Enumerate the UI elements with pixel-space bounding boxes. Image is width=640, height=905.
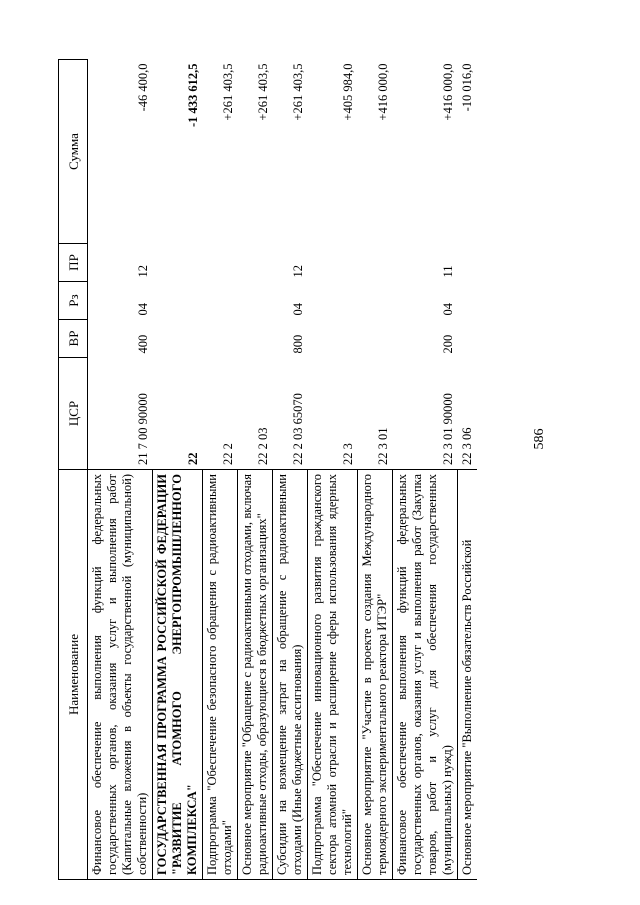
table-row bbox=[153, 60, 203, 880]
cell-rz: 04 bbox=[135, 303, 150, 316]
table-row bbox=[358, 60, 393, 880]
header-sum: Сумма bbox=[59, 60, 88, 244]
cell-rz bbox=[238, 282, 273, 320]
cell-vr bbox=[153, 320, 203, 358]
cell-csr: 22 bbox=[185, 452, 200, 465]
cell-sum: +405 984,0 bbox=[340, 63, 355, 121]
cell-pr: 12 bbox=[135, 265, 150, 278]
cell-pr bbox=[203, 244, 238, 282]
cell-sum: +416 000,0 bbox=[375, 63, 390, 121]
budget-table bbox=[58, 59, 477, 880]
page-number: 586 bbox=[532, 428, 547, 450]
cell-csr: 22 2 bbox=[220, 443, 235, 465]
cell-sum: -46 400,0 bbox=[135, 63, 150, 112]
cell-sum: +261 403,5 bbox=[290, 63, 305, 121]
cell-sum: -1 433 612,5 bbox=[185, 63, 200, 128]
cell-csr: 21 7 00 90000 bbox=[135, 393, 150, 465]
cell-csr: 22 2 03 65070 bbox=[290, 393, 305, 465]
header-name: Наименование bbox=[59, 470, 88, 880]
cell-vr: 400 bbox=[135, 334, 150, 354]
cell-pr bbox=[153, 244, 203, 282]
cell-rz: 04 bbox=[290, 303, 305, 316]
cell-csr: 22 3 01 90000 bbox=[440, 393, 455, 465]
cell-name: ГОСУДАРСТВЕННАЯ ПРОГРАММА РОССИЙСКОЙ ФЕДЕРАЦИИ "РАЗВИТИЕ АТОМНОГО ЭНЕРГОПРОМЫШЛЕННОГО КОМПЛЕКСА" bbox=[153, 470, 203, 880]
cell-vr bbox=[203, 320, 238, 358]
cell-name: Основное мероприятие "Участие в проекте создания Международного термоядерного экспериментального реактора ИТЭР" bbox=[358, 470, 393, 880]
cell-vr: 800 bbox=[290, 334, 305, 354]
cell-name: Основное мероприятие "Обращение с радиоактивными отходами, включая радиоактивные отходы, образующиеся в бюджетных организациях" bbox=[238, 470, 273, 880]
table-row bbox=[238, 60, 273, 880]
cell-name: Подпрограмма "Обеспечение безопасного обращения с радиоактивными отходами" bbox=[203, 470, 238, 880]
cell-rz bbox=[458, 282, 478, 320]
cell-sum: +416 000,0 bbox=[440, 63, 455, 121]
table-row bbox=[308, 60, 358, 880]
cell-name: Подпрограмма "Обеспечение инновационного развития гражданского сектора атомной отрасли и расширение сферы использования ядерных технологий" bbox=[308, 470, 358, 880]
table-row bbox=[273, 60, 308, 880]
header-rz: Рз bbox=[59, 282, 88, 320]
table-row bbox=[88, 60, 153, 880]
cell-vr bbox=[358, 320, 393, 358]
cell-csr: 22 3 06 bbox=[460, 427, 474, 465]
cell-pr: 12 bbox=[290, 265, 305, 278]
header-csr: ЦСР bbox=[59, 358, 88, 470]
table-header-row bbox=[59, 60, 88, 880]
cell-pr bbox=[238, 244, 273, 282]
cell-pr bbox=[308, 244, 358, 282]
header-vr: ВР bbox=[59, 320, 88, 358]
cell-pr: 11 bbox=[440, 265, 455, 278]
cell-vr bbox=[458, 320, 478, 358]
cell-rz bbox=[153, 282, 203, 320]
cell-name: Основное мероприятие "Выполнение обязательств Российской bbox=[458, 470, 478, 880]
cell-rz bbox=[203, 282, 238, 320]
cell-sum: -10 016,0 bbox=[460, 63, 474, 112]
cell-rz bbox=[358, 282, 393, 320]
cell-csr: 22 3 01 bbox=[375, 427, 390, 465]
cell-name: Финансовое обеспечение выполнения функций федеральных государственных органов, оказания услуг и выполнения работ (Закупка товаров, работ и услуг для обеспечения государственных (муниципальных) нужд) bbox=[393, 470, 458, 880]
table-row bbox=[393, 60, 458, 880]
budget-table-container bbox=[58, 60, 598, 880]
cell-sum: +261 403,5 bbox=[220, 63, 235, 121]
cell-name: Субсидии на возмещение затрат на обращение с радиоактивными отходами (Иные бюджетные ассигнования) bbox=[273, 470, 308, 880]
cell-rz: 04 bbox=[440, 303, 455, 316]
cell-csr: 22 3 bbox=[340, 443, 355, 465]
cell-rz bbox=[308, 282, 358, 320]
cell-pr bbox=[358, 244, 393, 282]
cell-name: Финансовое обеспечение выполнения функций федеральных государственных органов, оказания услуг и выполнения работ (Капитальные вложения в объекты государственной (муниципальной) собственности) bbox=[88, 470, 153, 880]
cell-vr: 200 bbox=[440, 334, 455, 354]
cell-csr: 22 2 03 bbox=[255, 427, 270, 465]
header-pr: ПР bbox=[59, 244, 88, 282]
table-row bbox=[203, 60, 238, 880]
cell-vr bbox=[238, 320, 273, 358]
cell-sum: +261 403,5 bbox=[255, 63, 270, 121]
cell-vr bbox=[308, 320, 358, 358]
table-row bbox=[458, 60, 478, 880]
cell-pr bbox=[458, 244, 478, 282]
